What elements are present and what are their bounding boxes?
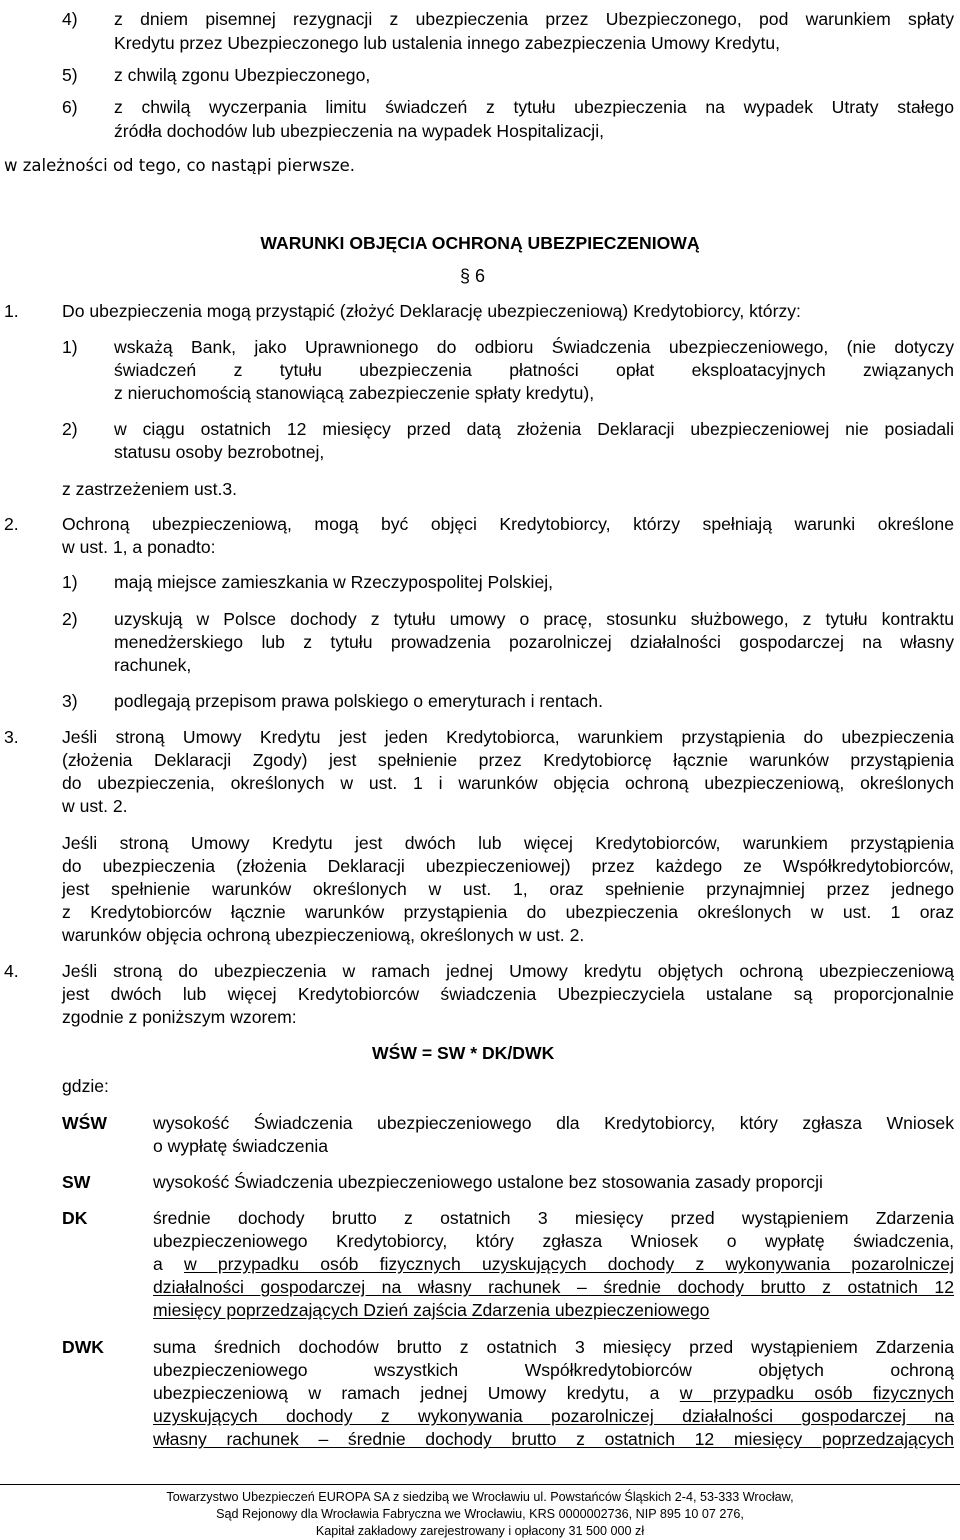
list-number: 4) xyxy=(62,9,78,29)
list-text: menedżerskiego lub z tytułu prowadzenia pozarolniczej działalności gospodarczej na własny xyxy=(114,632,954,652)
list-text: mają miejsce zamieszkania w Rzeczypospolitej Polskiej, xyxy=(114,572,554,592)
list-text: rachunek, xyxy=(114,655,192,675)
definition-term: DWK xyxy=(62,1337,105,1357)
list-number: 1) xyxy=(62,337,78,357)
point-text: w ust. 2. xyxy=(62,796,128,816)
page-footer xyxy=(0,1484,960,1540)
footer-line: Sąd Rejonowy dla Wrocławia Fabryczna we Wrocławiu, KRS 0000002736, NIP 895 10 07 276, xyxy=(216,1507,744,1521)
point-number: 1. xyxy=(4,301,19,321)
definition-text-underlined: własny rachunek – średnie dochody brutto z ostatnich 12 miesięcy poprzedzających xyxy=(153,1429,954,1449)
point-text: do ubezpieczenia, określonych w ust. 1 i warunków objęcia ochroną ubezpieczeniową, określonych xyxy=(62,773,954,793)
footer-line: Kapitał zakładowy zarejestrowany i opłacony 31 500 000 zł xyxy=(315,1524,645,1538)
point-text: jest dwóch lub więcej Kredytobiorców świadczenia Ubezpieczyciela ustalane są proporcjonalnie xyxy=(62,984,954,1004)
list-number: 5) xyxy=(62,65,78,85)
definition-text: wysokość Świadczenia ubezpieczeniowego ustalone bez stosowania zasady proporcji xyxy=(153,1172,823,1192)
definition-text-plain: a xyxy=(153,1254,184,1274)
point-number: 2. xyxy=(4,514,19,534)
closing-line: w zależności od tego, co nastąpi pierwsze. xyxy=(4,156,356,175)
list-number: 6) xyxy=(62,97,78,117)
point-number: 4. xyxy=(4,961,19,981)
section-title: WARUNKI OBJĘCIA OCHRONĄ UBEZPIECZENIOWĄ xyxy=(260,233,700,253)
definition-text-underlined: uzyskujących dochody z wykonywania pozarolniczej działalności gospodarczej na xyxy=(153,1406,954,1426)
list-text: z dniem pisemnej rezygnacji z ubezpieczenia przez Ubezpieczonego, pod warunkiem spłaty xyxy=(114,9,954,29)
list-text: wskażą Bank, jako Uprawnionego do odbioru Świadczenia ubezpieczeniowego, (nie dotyczy xyxy=(114,337,954,357)
point-text: w ust. 1, a ponadto: xyxy=(62,537,216,557)
definition-term: DK xyxy=(62,1208,88,1228)
definition-text-underlined: w przypadku osób fizycznych xyxy=(679,1383,954,1403)
point-text: zgodnie z poniższym wzorem: xyxy=(62,1007,297,1027)
definition-text: wysokość Świadczenia ubezpieczeniowego dla Kredytobiorcy, który zgłasza Wniosek xyxy=(153,1113,954,1133)
list-text: z chwilą zgonu Ubezpieczonego, xyxy=(114,65,371,85)
footer-line: Towarzystwo Ubezpieczeń EUROPA SA z siedzibą we Wrocławiu ul. Powstańców Śląskich 2-4, 53-333 Wrocław, xyxy=(166,1490,794,1504)
definition-text xyxy=(153,1253,954,1277)
definition-term: WŚW xyxy=(62,1113,107,1133)
definition-text-plain: ubezpieczeniową w ramach jednej Umowy kredytu, a xyxy=(153,1383,680,1403)
list-number: 2) xyxy=(62,419,78,439)
list-text: uzyskują w Polsce dochody z tytułu umowy o pracę, stosunku służbowego, z tytułu kontraktu xyxy=(114,609,954,629)
reservation-note: z zastrzeżeniem ust.3. xyxy=(62,479,238,499)
list-number: 1) xyxy=(62,572,78,592)
point-text: (złożenia Deklaracji Zgody) jest spełnienie przez Kredytobiorcę łącznie warunków przystąpienia xyxy=(62,750,954,770)
point-text: Jeśli stroną Umowy Kredytu jest dwóch lub więcej Kredytobiorców, warunkiem przystąpienia xyxy=(62,833,954,853)
list-text: z nieruchomością stanowiącą zabezpieczenie spłaty kredytu), xyxy=(114,383,595,403)
list-text: w ciągu ostatnich 12 miesięcy przed datą złożenia Deklaracji ubezpieczeniowej nie posiadali xyxy=(114,419,954,439)
point-text: Ochroną ubezpieczeniową, mogą być objęci Kredytobiorcy, którzy spełniają warunki określone xyxy=(62,514,954,534)
list-text: Kredytu przez Ubezpieczonego lub ustalenia innego zabezpieczenia Umowy Kredytu, xyxy=(114,33,781,53)
point-text: warunków objęcia ochroną ubezpieczeniową, określonych w ust. 2. xyxy=(62,925,585,945)
definition-text-underlined: działalności gospodarczej na własny rachunek – średnie dochody brutto z ostatnich 12 xyxy=(153,1277,954,1297)
where-label: gdzie: xyxy=(62,1076,109,1096)
definition-text: ubezpieczeniowego wszystkich Współkredytobiorców objętych ochroną xyxy=(153,1360,954,1380)
paragraph-number: § 6 xyxy=(460,266,486,286)
list-number: 3) xyxy=(62,691,78,711)
list-text: statusu osoby bezrobotnej, xyxy=(114,442,325,462)
definition-text-underlined: w przypadku osób fizycznych uzyskujących dochody z wykonywania pozarolniczej xyxy=(183,1254,954,1274)
definition-text xyxy=(153,1382,954,1406)
point-text: do ubezpieczenia (złożenia Deklaracji ubezpieczeniowej) przez każdego ze Współkredytobiorców, xyxy=(62,856,954,876)
definition-text: suma średnich dochodów brutto z ostatnich 3 miesięcy przed wystąpieniem Zdarzenia xyxy=(153,1337,954,1357)
definition-text: średnie dochody brutto z ostatnich 3 miesięcy przed wystąpieniem Zdarzenia xyxy=(153,1208,954,1228)
list-text: świadczeń z tytułu ubezpieczenia płatności opłat eksploatacyjnych związanych xyxy=(114,360,954,380)
definition-text-underlined: miesięcy poprzedzających Dzień zajścia Zdarzenia ubezpieczeniowego xyxy=(153,1300,710,1320)
point-text: Jeśli stroną do ubezpieczenia w ramach jednej Umowy kredytu objętych ochroną ubezpieczeniową xyxy=(62,961,954,981)
list-number: 2) xyxy=(62,609,78,629)
point-text: Jeśli stroną Umowy Kredytu jest jeden Kredytobiorca, warunkiem przystąpienia do ubezpieczenia xyxy=(62,727,954,747)
point-text: Do ubezpieczenia mogą przystąpić (złożyć Deklarację ubezpieczeniową) Kredytobiorcy, którzy: xyxy=(62,301,801,321)
definition-term: SW xyxy=(62,1172,91,1192)
point-text: z Kredytobiorców łącznie warunków przystąpienia do ubezpieczenia określonych w ust. 1 oraz xyxy=(62,902,954,922)
point-text: jest spełnienie warunków określonych w ust. 1, oraz spełnienie przynajmniej przez jednego xyxy=(62,879,954,899)
point-number: 3. xyxy=(4,727,19,747)
list-text: źródła dochodów lub ubezpieczenia na wypadek Hospitalizacji, xyxy=(114,121,604,141)
definition-text: o wypłatę świadczenia xyxy=(153,1136,329,1156)
list-text: podlegają przepisom prawa polskiego o emeryturach i rentach. xyxy=(114,691,603,711)
formula: WŚW = SW * DK/DWK xyxy=(372,1043,555,1063)
definition-text: ubezpieczeniowego Kredytobiorcy, który zgłasza Wniosek o wypłatę świadczenia, xyxy=(153,1231,954,1251)
list-text: z chwilą wyczerpania limitu świadczeń z tytułu ubezpieczenia na wypadek Utraty stałego xyxy=(114,97,954,117)
